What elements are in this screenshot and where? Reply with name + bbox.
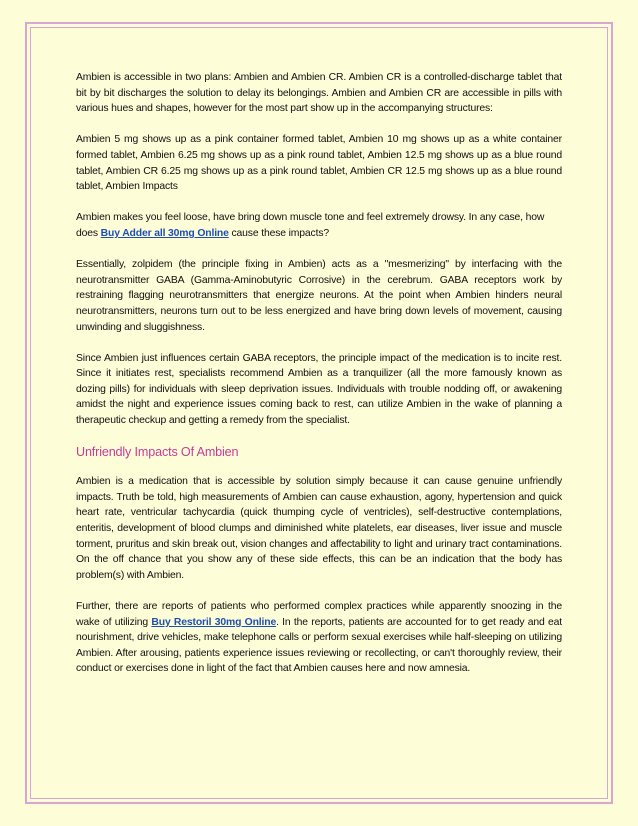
- buy-adderall-link[interactable]: Buy Adder all 30mg Online: [100, 227, 229, 239]
- section-heading: Unfriendly Impacts Of Ambien: [76, 445, 239, 460]
- paragraph-7: [76, 599, 562, 677]
- paragraph-6: Ambien is a medication that is accessible by solution simply because it can cause genuine unfriendly impacts. Truth be told, high measurements of Ambien can cause exhaustion, agony, hypertension and quick heart rate, ventricular tachycardia (quick thumping cycle of ventricles), self-destructive contemplations, enteritis, development of blood clumps and diminished white platelets, ear diseases, liver issue and muscle torment, pruritus and skin break out, vision changes and affectability to light and urinary tract contaminations. On the off chance that you show any of these side effects, this can be an indication that the body has problem(s) with Ambien.: [76, 476, 562, 581]
- paragraph-2: Ambien 5 mg shows up as a pink container formed tablet, Ambien 10 mg shows up as a white container formed tablet, Ambien 6.25 mg shows up as a pink round tablet, Ambien 12.5 mg shows up as a blue round tablet, Ambien CR 6.25 mg shows up as a pink round tablet, Ambien CR 12.5 mg shows up as a blue round tablet, Ambien Impacts: [76, 134, 562, 193]
- paragraph-7-text-before: Further, there are reports of patients who performed complex practices while apparently snoozing in the wake of utilizing: [76, 601, 562, 628]
- paragraph-4: Essentially, zolpidem (the principle fixing in Ambien) acts as a "mesmerizing" by interfacing with the neurotransmitter GABA (Gamma-Aminobutyric Corrosive) in the cerebrum. GABA receptors work by restraining flagging neurotransmitters that energize neurons. At the point when Ambien hinders neural neurotransmitters, neurons turn out to be less energized and have bring down levels of movement, causing unwinding and sluggishness.: [76, 259, 562, 333]
- document-body: [76, 70, 562, 693]
- paragraph-1: Ambien is accessible in two plans: Ambien and Ambien CR. Ambien CR is a controlled-discharge tablet that bit by bit discharges the solution to delay its belongings. Ambien and Ambien CR are accessible in pills with various hues and shapes, however for the most part show up in the accompanying structures:: [76, 72, 562, 115]
- buy-restoril-link[interactable]: Buy Restoril 30mg Online: [151, 616, 277, 628]
- paragraph-3-text-before: Ambien makes you feel loose, have bring down muscle tone and feel extremely drowsy. In any case, how does: [76, 212, 545, 239]
- paragraph-7-text-after: . In the reports, patients are accounted for to get ready and eat nourishment, drive vehicles, make telephone calls or perform sexual exercises while half-sleeping on utilizing Ambien. After arousing, patients experience issues reviewing or recollecting, or can't thoroughly review, their conduct or exercises done in light of the fact that Ambien causes here and now amnesia.: [76, 616, 562, 675]
- paragraph-3: [76, 210, 562, 241]
- paragraph-5: Since Ambien just influences certain GABA receptors, the principle impact of the medication is to incite rest. Since it initiates rest, specialists recommend Ambien as a tranquilizer (all the more famously known as dozing pills) for individuals with sleep deprivation issues. Individuals with trouble nodding off, or awakening amidst the night and experience issues coming back to rest, can utilize Ambien in the wake of planning a therapeutic checkup and getting a remedy from the specialist.: [76, 352, 562, 427]
- paragraph-3-text-after: cause these impacts?: [228, 227, 329, 239]
